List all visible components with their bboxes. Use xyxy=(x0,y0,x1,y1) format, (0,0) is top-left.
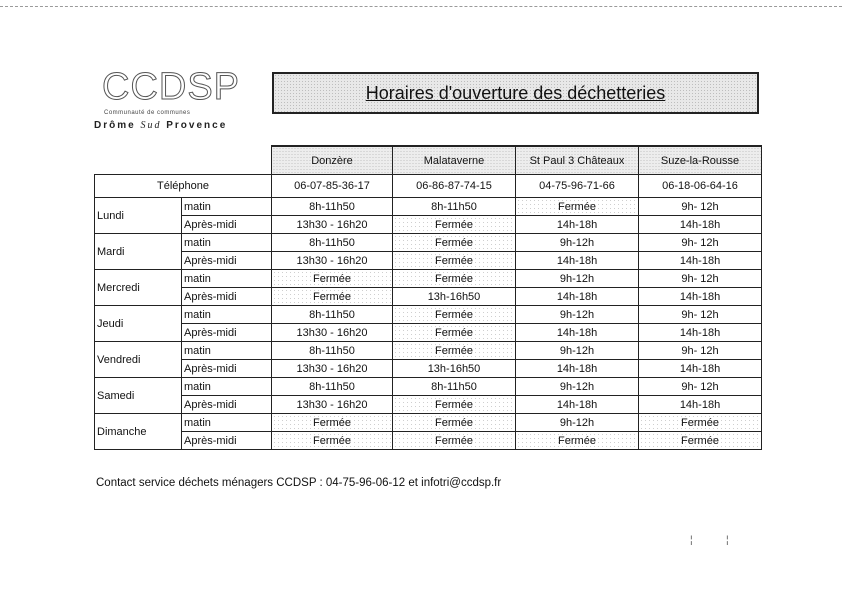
hours-cell-suze: Fermée xyxy=(639,414,762,432)
period-label: Après-midi xyxy=(182,324,272,342)
ccdsp-logo xyxy=(92,66,252,136)
page-title: Horaires d'ouverture des déchetteries xyxy=(365,82,666,103)
period-label: matin xyxy=(182,306,272,324)
hours-cell-malataverne: 13h-16h50 xyxy=(393,360,516,378)
hours-cell-suze: 9h- 12h xyxy=(639,306,762,324)
hours-cell-donzere: 8h-11h50 xyxy=(272,342,393,360)
logo-subtitle: Communauté de communes xyxy=(104,110,191,116)
schedule-body xyxy=(95,146,762,450)
logo-wordmark: CCDSP xyxy=(102,66,241,108)
logo-region-a: Drôme xyxy=(94,120,136,131)
period-label: matin xyxy=(182,198,272,216)
hours-cell-st-paul: 9h-12h xyxy=(516,306,639,324)
hours-cell-suze: 14h-18h xyxy=(639,252,762,270)
scan-top-rule xyxy=(0,6,842,7)
table-row xyxy=(95,342,762,360)
hours-cell-suze: 14h-18h xyxy=(639,216,762,234)
hours-cell-st-paul: Fermée xyxy=(516,198,639,216)
column-header-st-paul: St Paul 3 Châteaux xyxy=(516,146,639,175)
hours-cell-st-paul: 9h-12h xyxy=(516,378,639,396)
day-label: Dimanche xyxy=(95,414,182,450)
hours-cell-suze: Fermée xyxy=(639,432,762,450)
hours-cell-malataverne: 8h-11h50 xyxy=(393,378,516,396)
title-box xyxy=(272,72,759,114)
period-label: Après-midi xyxy=(182,252,272,270)
hours-cell-donzere: 8h-11h50 xyxy=(272,306,393,324)
column-header-malataverne: Malataverne xyxy=(393,146,516,175)
table-row xyxy=(95,432,762,450)
hours-cell-malataverne: Fermée xyxy=(393,270,516,288)
hours-cell-suze: 9h- 12h xyxy=(639,234,762,252)
hours-cell-st-paul: Fermée xyxy=(516,432,639,450)
column-header-suze: Suze-la-Rousse xyxy=(639,146,762,175)
hours-cell-suze: 9h- 12h xyxy=(639,198,762,216)
hours-cell-malataverne: 13h-16h50 xyxy=(393,288,516,306)
logo-region xyxy=(94,120,227,131)
table-row xyxy=(95,252,762,270)
header-empty-cell xyxy=(95,146,272,175)
hours-cell-donzere: 13h30 - 16h20 xyxy=(272,324,393,342)
table-row xyxy=(95,396,762,414)
table-row xyxy=(95,288,762,306)
period-label: Après-midi xyxy=(182,288,272,306)
hours-cell-st-paul: 9h-12h xyxy=(516,414,639,432)
hours-cell-st-paul: 14h-18h xyxy=(516,360,639,378)
telephone-st-paul: 04-75-96-71-66 xyxy=(516,175,639,198)
hours-cell-malataverne: Fermée xyxy=(393,342,516,360)
schedule-table xyxy=(94,145,762,450)
table-row xyxy=(95,270,762,288)
hours-cell-suze: 9h- 12h xyxy=(639,378,762,396)
hours-cell-suze: 14h-18h xyxy=(639,396,762,414)
telephone-row xyxy=(95,175,762,198)
hours-cell-suze: 14h-18h xyxy=(639,360,762,378)
table-row xyxy=(95,378,762,396)
day-label: Lundi xyxy=(95,198,182,234)
table-row xyxy=(95,324,762,342)
day-label: Mercredi xyxy=(95,270,182,306)
hours-cell-st-paul: 9h-12h xyxy=(516,270,639,288)
hours-cell-malataverne: Fermée xyxy=(393,216,516,234)
period-label: matin xyxy=(182,234,272,252)
hours-cell-malataverne: Fermée xyxy=(393,396,516,414)
day-label: Vendredi xyxy=(95,342,182,378)
header-row xyxy=(95,146,762,175)
hours-cell-malataverne: 8h-11h50 xyxy=(393,198,516,216)
table-row xyxy=(95,234,762,252)
hours-cell-malataverne: Fermée xyxy=(393,432,516,450)
hours-cell-st-paul: 14h-18h xyxy=(516,288,639,306)
telephone-donzere: 06-07-85-36-17 xyxy=(272,175,393,198)
hours-cell-donzere: 8h-11h50 xyxy=(272,198,393,216)
hours-cell-donzere: Fermée xyxy=(272,432,393,450)
hours-cell-donzere: 13h30 - 16h20 xyxy=(272,216,393,234)
telephone-malataverne: 06-86-87-74-15 xyxy=(393,175,516,198)
period-label: Après-midi xyxy=(182,396,272,414)
period-label: Après-midi xyxy=(182,432,272,450)
hours-cell-donzere: Fermée xyxy=(272,288,393,306)
table-row xyxy=(95,414,762,432)
table-row xyxy=(95,360,762,378)
scan-mark: ¦ xyxy=(690,535,693,546)
hours-cell-suze: 9h- 12h xyxy=(639,342,762,360)
period-label: matin xyxy=(182,342,272,360)
period-label: matin xyxy=(182,414,272,432)
hours-cell-donzere: 8h-11h50 xyxy=(272,234,393,252)
table-row xyxy=(95,216,762,234)
day-label: Samedi xyxy=(95,378,182,414)
telephone-suze: 06-18-06-64-16 xyxy=(639,175,762,198)
hours-cell-malataverne: Fermée xyxy=(393,414,516,432)
table-row xyxy=(95,306,762,324)
hours-cell-malataverne: Fermée xyxy=(393,252,516,270)
hours-cell-suze: 14h-18h xyxy=(639,288,762,306)
period-label: Après-midi xyxy=(182,216,272,234)
table-row xyxy=(95,198,762,216)
hours-cell-malataverne: Fermée xyxy=(393,234,516,252)
hours-cell-st-paul: 14h-18h xyxy=(516,324,639,342)
hours-cell-st-paul: 9h-12h xyxy=(516,342,639,360)
hours-cell-st-paul: 14h-18h xyxy=(516,216,639,234)
period-label: matin xyxy=(182,378,272,396)
logo-region-b: Provence xyxy=(166,120,228,131)
hours-cell-donzere: 13h30 - 16h20 xyxy=(272,360,393,378)
day-label: Jeudi xyxy=(95,306,182,342)
period-label: matin xyxy=(182,270,272,288)
hours-cell-donzere: Fermée xyxy=(272,414,393,432)
hours-cell-suze: 9h- 12h xyxy=(639,270,762,288)
hours-cell-st-paul: 14h-18h xyxy=(516,396,639,414)
column-header-donzere: Donzère xyxy=(272,146,393,175)
hours-cell-malataverne: Fermée xyxy=(393,324,516,342)
hours-cell-st-paul: 14h-18h xyxy=(516,252,639,270)
hours-cell-suze: 14h-18h xyxy=(639,324,762,342)
telephone-label: Téléphone xyxy=(95,175,272,198)
hours-cell-donzere: 8h-11h50 xyxy=(272,378,393,396)
logo-region-sud: Sud xyxy=(140,120,162,131)
period-label: Après-midi xyxy=(182,360,272,378)
hours-cell-st-paul: 9h-12h xyxy=(516,234,639,252)
scan-mark: ¦ xyxy=(726,535,729,546)
hours-cell-donzere: Fermée xyxy=(272,270,393,288)
hours-cell-donzere: 13h30 - 16h20 xyxy=(272,396,393,414)
hours-cell-malataverne: Fermée xyxy=(393,306,516,324)
contact-footer: Contact service déchets ménagers CCDSP : 04-75-96-06-12 et infotri@ccdsp.fr xyxy=(96,477,502,489)
day-label: Mardi xyxy=(95,234,182,270)
hours-cell-donzere: 13h30 - 16h20 xyxy=(272,252,393,270)
